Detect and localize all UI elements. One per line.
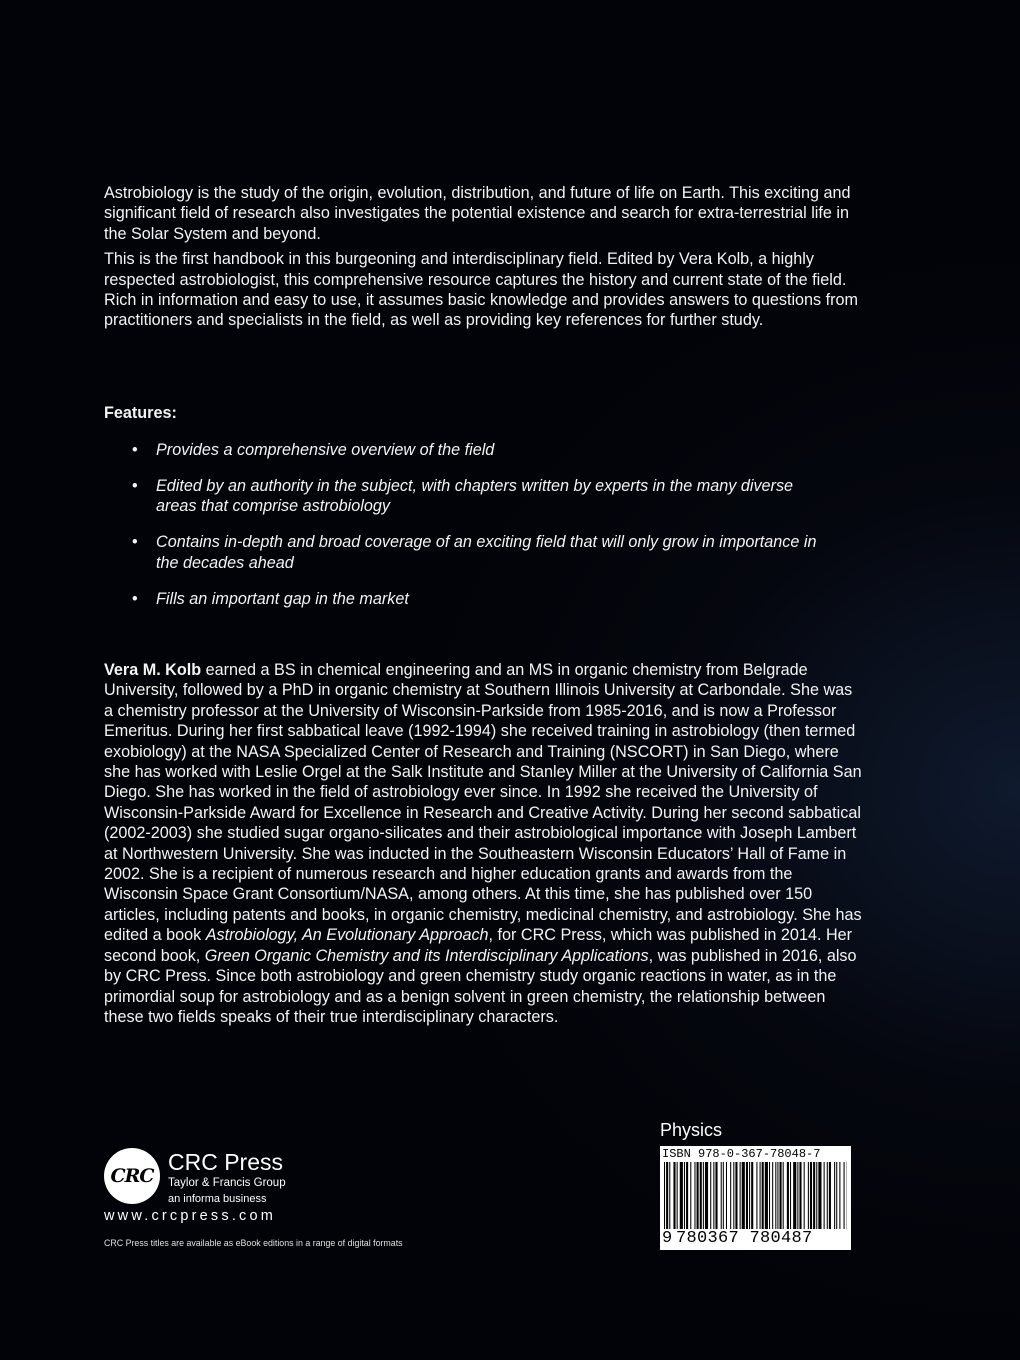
- description: [104, 183, 864, 336]
- bio-text-2: , for CRC Press, which was published in 2014. Her second book,: [104, 926, 853, 965]
- bio-text-3: , was published in 2016, also by CRC Press. Since both astrobiology and green chemistry study organic reactions in water, as in the primordial soup for astrobiology and as a benign solvent in green chemistry, the relationship between these two fields speaks of their true interdisciplinary characters.: [104, 946, 857, 1026]
- feature-item: [132, 476, 832, 517]
- book-title-2: Green Organic Chemistry and its Interdisciplinary Applications: [204, 946, 649, 965]
- publisher-name: CRC Press: [168, 1149, 284, 1175]
- author-bio: [104, 660, 864, 1027]
- barcode-number: 780367 780487: [676, 1229, 813, 1248]
- author-name: Vera M. Kolb: [104, 661, 202, 679]
- bullet-icon: •: [132, 441, 138, 459]
- isbn-label: ISBN 978-0-367-78048-7: [662, 1147, 821, 1161]
- ebook-note: CRC Press titles are available as eBook editions in a range of digital formats: [104, 1238, 403, 1249]
- features-heading: Features:: [104, 404, 177, 422]
- publisher-website: www.crcpress.com: [104, 1208, 277, 1224]
- feature-text: Edited by an authority in the subject, with chapters written by experts in the many diverse areas that comprise astrobiology: [156, 476, 794, 516]
- book-title-1: Astrobiology, An Evolutionary Approach: [205, 926, 489, 945]
- publisher-group: Taylor & Francis Group: [168, 1177, 286, 1189]
- feature-item: [132, 589, 832, 609]
- bullet-icon: •: [132, 589, 138, 608]
- bullet-icon: •: [132, 533, 138, 552]
- intro-paragraph-1: Astrobiology is the study of the origin, evolution, distribution, and future of life on Earth. This exciting and significant field of research also investigates the potential existence and search for extra-terrestrial life in the Solar System and beyond.: [104, 184, 851, 243]
- subject-category: Physics: [660, 1120, 723, 1140]
- publisher-logo: [104, 1148, 434, 1208]
- barcode-lead-digit: 9: [662, 1229, 673, 1248]
- feature-text: Provides a comprehensive overview of the field: [156, 441, 495, 459]
- crc-logo-icon: CRC: [104, 1148, 160, 1204]
- feature-text: Fills an important gap in the market: [156, 589, 409, 608]
- intro-paragraph-2: This is the first handbook in this burgeoning and interdisciplinary field. Edited by Vera Kolb, a highly respected astrobiologist, this comprehensive resource captures the history and current state of the field. Rich in information and easy to use, it assumes basic knowledge and provides answers to questions from practitioners and specialists in the field, as well as providing key references for further study.: [104, 250, 859, 330]
- barcode-digits: [660, 1229, 851, 1249]
- publisher-informa: an informa business: [168, 1193, 267, 1205]
- bullet-icon: •: [132, 476, 138, 495]
- isbn-barcode: [660, 1146, 851, 1250]
- feature-text: Contains in-depth and broad coverage of an exciting field that will only grow in importance in the decades ahead: [156, 533, 817, 572]
- bio-text-1: earned a BS in chemical engineering and an MS in organic chemistry from Belgrade University, followed by a PhD in organic chemistry at Southern Illinois University at Carbondale. She was a chemistry professor at the University of Wisconsin-Parkside from 1985-2016, and is now a Professor Emeritus. During her first sabbatical leave (1992-1994) she received training in astrobiology (then termed exobiology) at the NASA Specialized Center of Research and Training (NSCORT) in San Diego, where she has worked with Leslie Orgel at the Salk Institute and Stanley Miller at the University of California San Diego. She has worked in the field of astrobiology ever since. In 1992 she received the University of Wisconsin-Parkside Award for Excellence in Research and Creative Activity. During her second sabbatical (2002-2003) she studied sugar organo-silicates and their astrobiological importance with Joseph Lambert at Northwestern University. She was inducted in the Southeastern Wisconsin Educators’ Hall of Fame in 2002. She is a recipient of numerous research and higher education grants and awards from the Wisconsin Space Grant Consortium/NASA, among others. At this time, she has published over 150 articles, including patents and books, in organic chemistry, medicinal chemistry, and astrobiology. She has edited a book: [104, 661, 862, 945]
- feature-item: [132, 440, 832, 460]
- features-list: [132, 440, 832, 624]
- feature-item: [132, 532, 832, 573]
